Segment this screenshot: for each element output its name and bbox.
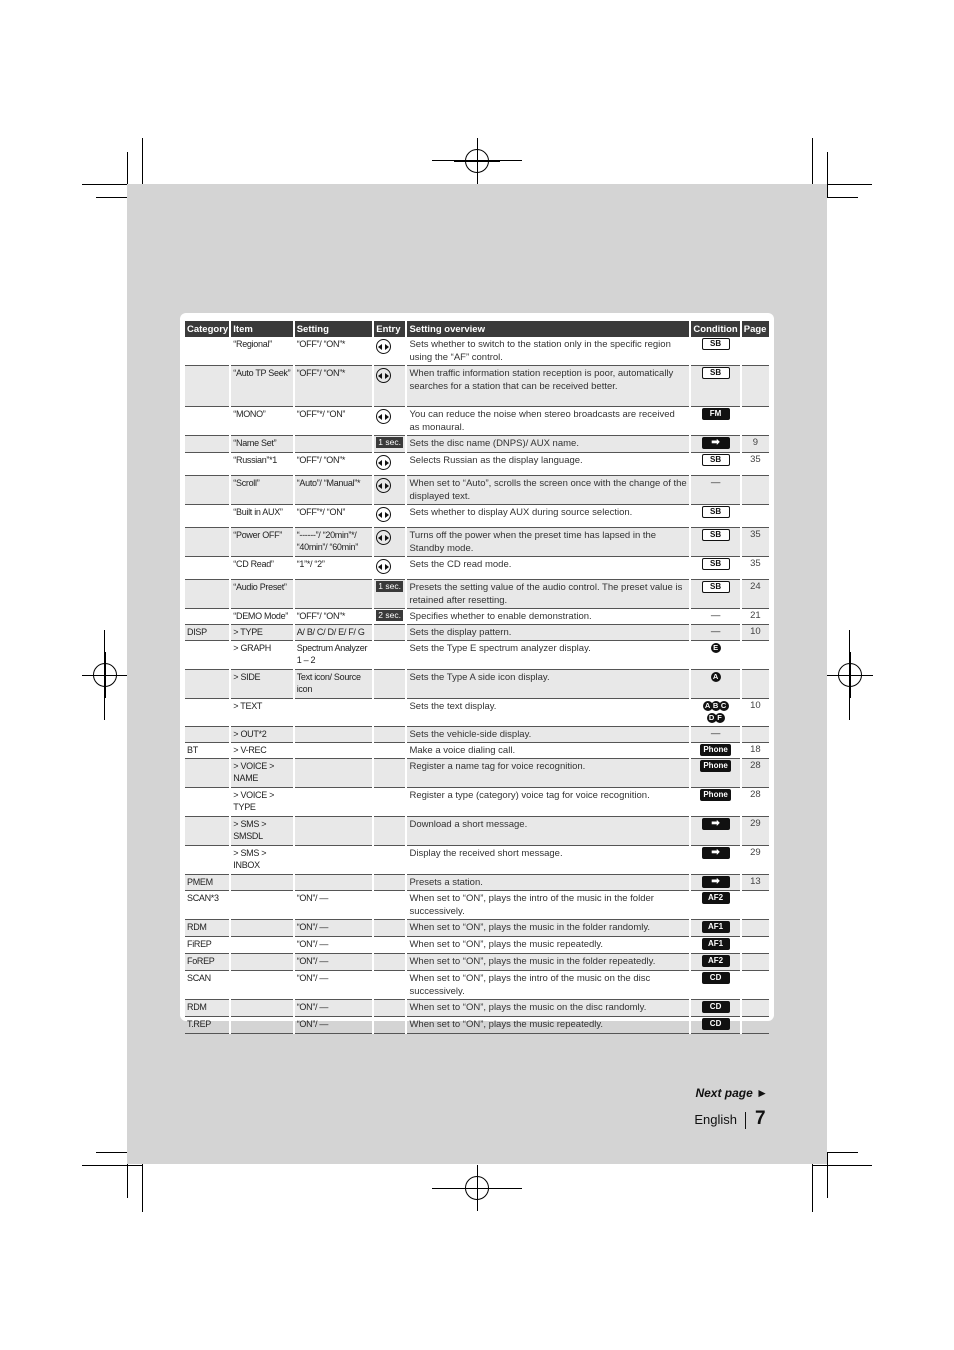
cell-condition [690,788,740,817]
fm-badge: FM [702,408,730,420]
cell-condition [690,846,740,875]
cell-item: “MONO” [230,407,293,436]
cell-condition [690,891,740,920]
arrow-icon: ➡ [702,818,730,830]
phone-badge: Phone [700,789,730,801]
cell-category [185,528,230,557]
footer-divider [745,1112,746,1129]
table-row [185,641,769,670]
cell-item [230,891,293,920]
cell-entry [373,846,406,875]
table-row [185,846,769,875]
cell-condition [690,641,740,670]
cell-category [185,641,230,670]
table-row [185,528,769,557]
cell-item [230,971,293,1000]
cell-condition [690,759,740,788]
control-knob-icon [376,478,391,493]
cell-item: > VOICE > TYPE [230,788,293,817]
cell-item: > VOICE > NAME [230,759,293,788]
cell-overview: Display the received short message. [406,846,690,875]
crop-mark [82,1165,142,1166]
page-number: 7 [755,1108,766,1129]
cell-page [741,366,769,407]
cell-page [741,476,769,505]
table-row [185,788,769,817]
header-page: Page [741,321,769,337]
cell-page [741,971,769,1000]
table-row [185,557,769,580]
cell-category [185,609,230,625]
cell-condition [690,743,740,759]
cell-page: 24 [741,580,769,609]
cell-condition [690,971,740,1000]
cell-overview: You can reduce the noise when stereo broadcasts are received as monaural. [406,407,690,436]
cell-condition [690,505,740,528]
cell-category: FiREP [185,937,230,954]
cell-page [741,954,769,971]
cell-item: “Built in AUX” [230,505,293,528]
table-row [185,699,769,727]
table-row [185,366,769,407]
cell-setting: “ON”/ — [294,1017,374,1034]
table-row [185,1017,769,1034]
cell-category: DISP [185,625,230,641]
cell-category [185,727,230,743]
cell-condition [690,557,740,580]
cell-page [741,727,769,743]
control-knob-icon [376,455,391,470]
cell-page [741,1000,769,1017]
cell-setting: “ON”/ — [294,954,374,971]
settings-table [185,321,769,1034]
cell-setting: “OFF”*/ “ON” [294,505,374,528]
cell-item [230,1000,293,1017]
registration-target [838,663,862,687]
af2-badge: AF2 [702,892,730,904]
cell-overview: When set to “ON”, plays the music in the folder repeatedly. [406,954,690,971]
table-row [185,337,769,366]
cell-page [741,891,769,920]
cell-entry [373,1000,406,1017]
cell-setting [294,436,374,453]
display-type-badge: C [719,701,729,711]
cell-category: RDM [185,1000,230,1017]
display-type-badge: A [711,672,721,682]
cell-entry [373,528,406,557]
cell-category: SCAN [185,971,230,1000]
cell-overview: When traffic information station reception is poor, automatically searches for a station that can be received better. [406,366,690,407]
cell-overview: Sets the CD read mode. [406,557,690,580]
table-row [185,891,769,920]
cell-entry [373,453,406,476]
cell-category [185,670,230,699]
display-type-badge: F [715,713,725,723]
table-row [185,436,769,453]
cell-condition [690,699,740,727]
table-row [185,954,769,971]
registration-target [465,149,489,173]
cell-condition [690,337,740,366]
cell-setting: “1”*/ “2” [294,557,374,580]
cell-category [185,436,230,453]
cell-category: BT [185,743,230,759]
cell-item: “Power OFF” [230,528,293,557]
cell-overview: When set to “ON”, plays the intro of the music in the folder successively. [406,891,690,920]
cell-setting: Text icon/ Source icon [294,670,374,699]
cell-page [741,337,769,366]
cell-setting: “ON”/ — [294,971,374,1000]
cell-page: 28 [741,759,769,788]
cell-setting [294,875,374,891]
cell-page: 35 [741,453,769,476]
footer-language: English [694,1112,737,1127]
table-row [185,875,769,891]
cell-page: 10 [741,699,769,727]
cell-entry [373,641,406,670]
cell-setting: “OFF”/ “ON”* [294,609,374,625]
control-knob-icon [376,339,391,354]
cell-item: “Name Set” [230,436,293,453]
table-row [185,505,769,528]
crop-mark [827,1152,828,1198]
table-row [185,743,769,759]
cell-setting [294,743,374,759]
table-row [185,580,769,609]
cell-item: > V-REC [230,743,293,759]
cell-overview: When set to “ON”, plays the music repeatedly. [406,937,690,954]
table-row [185,920,769,937]
cell-entry [373,407,406,436]
cell-entry [373,476,406,505]
crop-mark [812,1165,872,1166]
standby-badge: SB [702,506,730,518]
cell-overview: Sets the Type E spectrum analyzer display. [406,641,690,670]
table-row [185,1000,769,1017]
cell-page: 29 [741,817,769,846]
table-row [185,971,769,1000]
cell-condition [690,670,740,699]
cell-setting [294,759,374,788]
header-entry: Entry [373,321,406,337]
header-item: Item [230,321,293,337]
cell-condition [690,436,740,453]
cell-condition [690,954,740,971]
cell-overview: Sets whether to switch to the station only in the specific region using the “AF” control. [406,337,690,366]
cell-entry [373,436,406,453]
table-row [185,407,769,436]
press-duration-badge: 2 sec. [378,610,401,620]
cell-entry [373,971,406,1000]
phone-badge: Phone [700,744,730,756]
next-page-label: Next page ► [695,1086,768,1100]
table-row [185,625,769,641]
cell-setting: “Auto”/ “Manual”* [294,476,374,505]
display-type-badge: E [711,643,721,653]
cell-setting: Spectrum Analyzer 1 – 2 [294,641,374,670]
cell-setting: “OFF”/ “ON”* [294,366,374,407]
cell-item: “CD Read” [230,557,293,580]
cell-category [185,337,230,366]
cell-item [230,875,293,891]
cell-overview: Presets a station. [406,875,690,891]
cell-overview: When set to “ON”, plays the music repeatedly. [406,1017,690,1034]
cell-page: 35 [741,557,769,580]
standby-badge: SB [702,558,730,570]
cell-entry [373,727,406,743]
cell-overview: When set to “Auto”, scrolls the screen once with the change of the displayed text. [406,476,690,505]
cell-setting [294,580,374,609]
table-row [185,609,769,625]
cell-category [185,788,230,817]
cell-condition [690,1017,740,1034]
cell-overview: Download a short message. [406,817,690,846]
cell-category: T.REP [185,1017,230,1034]
cell-item: > TEXT [230,699,293,727]
cell-page: 29 [741,846,769,875]
arrow-icon: ➡ [702,437,730,449]
table-header-row [185,321,769,337]
cell-entry [373,366,406,407]
cell-condition [690,580,740,609]
cell-overview: Sets whether to display AUX during source selection. [406,505,690,528]
cell-item: “Audio Preset” [230,580,293,609]
cell-overview: Presets the setting value of the audio control. The preset value is retained after resetting. [406,580,690,609]
cell-category [185,699,230,727]
cell-overview: Sets the display pattern. [406,625,690,641]
cell-overview: Selects Russian as the display language. [406,453,690,476]
table-row [185,817,769,846]
cell-page: 28 [741,788,769,817]
cell-page: 21 [741,609,769,625]
cell-entry [373,505,406,528]
cell-condition [690,528,740,557]
cell-category [185,759,230,788]
standby-badge: SB [702,367,730,379]
cell-overview: Sets the disc name (DNPS)/ AUX name. [406,436,690,453]
cell-entry [373,937,406,954]
display-type-badge: D [707,713,717,723]
cell-condition: — [690,609,740,625]
cell-item: > SMS > SMSDL [230,817,293,846]
table-row [185,937,769,954]
table-row [185,727,769,743]
cell-category [185,476,230,505]
cell-category [185,366,230,407]
cell-condition [690,366,740,407]
registration-target [465,1176,489,1200]
control-knob-icon [376,530,391,545]
cell-item: “Auto TP Seek” [230,366,293,407]
cell-setting [294,699,374,727]
cell-page [741,920,769,937]
cell-entry [373,954,406,971]
cell-page [741,670,769,699]
cell-category [185,407,230,436]
cell-category [185,453,230,476]
crop-mark [827,152,828,198]
cell-setting: “OFF”/ “ON”* [294,453,374,476]
cell-setting: “OFF”*/ “ON” [294,407,374,436]
cell-item: “Regional” [230,337,293,366]
table-body [185,337,769,1034]
cell-entry [373,625,406,641]
cell-overview: Register a name tag for voice recognition. [406,759,690,788]
cell-setting: “ON”/ — [294,891,374,920]
cell-page: 13 [741,875,769,891]
cell-entry [373,743,406,759]
cell-page [741,641,769,670]
display-type-badges [696,700,736,724]
cell-setting: “OFF”/ “ON”* [294,337,374,366]
cell-setting [294,846,374,875]
cell-item [230,920,293,937]
cell-setting [294,788,374,817]
display-type-badge: A [703,701,713,711]
control-knob-icon [376,507,391,522]
cell-overview: Register a type (category) voice tag for voice recognition. [406,788,690,817]
cell-page: 9 [741,436,769,453]
header-condition: Condition [690,321,740,337]
cell-item: > SIDE [230,670,293,699]
table-row [185,759,769,788]
cell-category [185,817,230,846]
cell-page: 18 [741,743,769,759]
cd-badge: CD [702,1001,730,1013]
cell-entry [373,670,406,699]
cell-page [741,1017,769,1034]
cell-item [230,954,293,971]
cell-entry [373,759,406,788]
cell-category [185,846,230,875]
table-row [185,453,769,476]
cell-condition [690,875,740,891]
press-duration-badge: 1 sec. [378,437,401,447]
cell-setting [294,727,374,743]
control-knob-icon [376,368,391,383]
cell-page [741,407,769,436]
header-setting: Setting [294,321,374,337]
arrow-icon: ➡ [702,876,730,888]
cell-entry [373,557,406,580]
cell-condition [690,407,740,436]
cell-setting: “ON”/ — [294,1000,374,1017]
af1-badge: AF1 [702,938,730,950]
cell-category [185,505,230,528]
cell-setting: “------”/ “20min”*/ “40min”/ “60min” [294,528,374,557]
phone-badge: Phone [700,760,730,772]
cell-entry [373,788,406,817]
cell-entry [373,817,406,846]
table-row [185,476,769,505]
af1-badge: AF1 [702,921,730,933]
cd-badge: CD [702,972,730,984]
cell-setting: “ON”/ — [294,937,374,954]
cell-overview: Turns off the power when the preset time has lapsed in the Standby mode. [406,528,690,557]
cell-item [230,1017,293,1034]
cell-setting [294,817,374,846]
cd-badge: CD [702,1018,730,1030]
standby-badge: SB [702,454,730,466]
cell-overview: Sets the vehicle-side display. [406,727,690,743]
standby-badge: SB [702,529,730,541]
display-type-badge: B [711,701,721,711]
cell-category [185,557,230,580]
cell-overview: When set to “ON”, plays the intro of the music on the disc successively. [406,971,690,1000]
registration-target [93,663,117,687]
cell-entry [373,891,406,920]
arrow-icon: ➡ [702,847,730,859]
table-row [185,670,769,699]
cell-condition [690,937,740,954]
cell-condition: — [690,476,740,505]
cell-overview: Sets the Type A side icon display. [406,670,690,699]
cell-page [741,505,769,528]
cell-entry [373,1017,406,1034]
cell-condition: — [690,727,740,743]
cell-entry [373,337,406,366]
cell-item: “DEMO Mode” [230,609,293,625]
standby-badge: SB [702,338,730,350]
header-category: Category [185,321,230,337]
cell-page: 10 [741,625,769,641]
cell-category: FoREP [185,954,230,971]
standby-badge: SB [702,581,730,593]
cell-overview: Make a voice dialing call. [406,743,690,759]
cell-page [741,937,769,954]
cell-category: PMEM [185,875,230,891]
cell-condition [690,920,740,937]
cell-entry [373,580,406,609]
control-knob-icon [376,559,391,574]
control-knob-icon [376,409,391,424]
cell-category: SCAN*3 [185,891,230,920]
cell-item: > TYPE [230,625,293,641]
cell-category [185,580,230,609]
cell-overview: Specifies whether to enable demonstration. [406,609,690,625]
cell-entry [373,875,406,891]
cell-condition: — [690,625,740,641]
press-duration-badge: 1 sec. [378,581,401,591]
cell-overview: When set to “ON”, plays the music in the folder randomly. [406,920,690,937]
af2-badge: AF2 [702,955,730,967]
cell-entry [373,609,406,625]
cell-item: “Russian”*1 [230,453,293,476]
header-setting-overview: Setting overview [406,321,690,337]
cell-item: > OUT*2 [230,727,293,743]
cell-item: > SMS > INBOX [230,846,293,875]
cell-entry [373,920,406,937]
cell-entry [373,699,406,727]
cell-condition [690,817,740,846]
cell-condition [690,1000,740,1017]
cell-item: “Scroll” [230,476,293,505]
cell-setting: A/ B/ C/ D/ E/ F/ G [294,625,374,641]
cell-condition [690,453,740,476]
cell-item: > GRAPH [230,641,293,670]
cell-setting: “ON”/ — [294,920,374,937]
cell-page: 35 [741,528,769,557]
cell-overview: When set to “ON”, plays the music on the disc randomly. [406,1000,690,1017]
cell-overview: Sets the text display. [406,699,690,727]
cell-category: RDM [185,920,230,937]
cell-item [230,937,293,954]
